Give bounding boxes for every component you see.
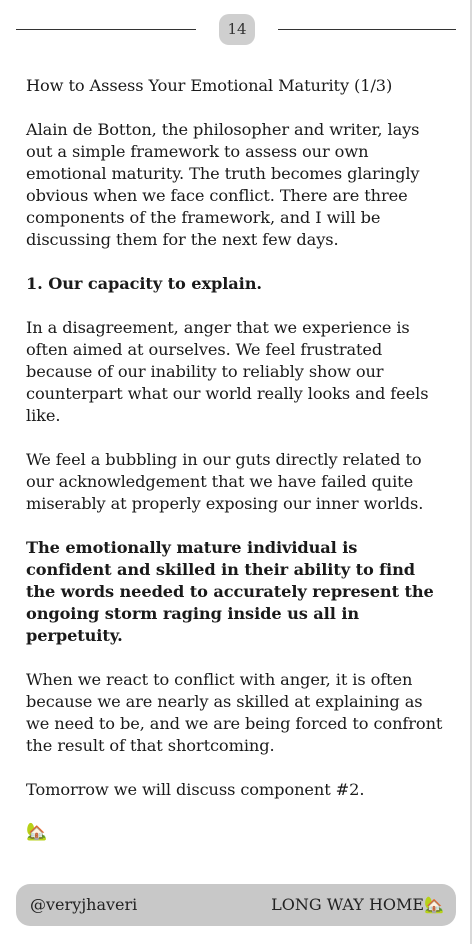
body-paragraph-1: In a disagreement, anger that we experience is often aimed at ourselves. We feel frustrated because of our inability to reliably show our counterpart what our world really looks and feels like.: [26, 318, 429, 425]
body-paragraph-3: When we react to conflict with anger, it is often because we are nearly as skilled at explaining as we need to be, and we are being forced to confront the result of that shortcoming.: [26, 670, 443, 755]
section-heading: 1. Our capacity to explain.: [26, 274, 262, 293]
brand-name: LONG WAY HOME🏡: [271, 895, 444, 914]
body-paragraph-2: We feel a bubbling in our guts directly related to our acknowledgement that we have failed quite miserably at properly exposing our inner worlds.: [26, 450, 424, 513]
post-title: How to Assess Your Emotional Maturity (1/3): [26, 76, 393, 95]
page-header: [16, 14, 456, 46]
closing-line: Tomorrow we will discuss component #2.: [26, 780, 365, 799]
page-number-badge: 14: [219, 14, 255, 45]
footer-bar: [16, 884, 456, 926]
header-rule-right: [278, 29, 456, 30]
intro-paragraph: Alain de Botton, the philosopher and writer, lays out a simple framework to assess our own emotional maturity. The truth becomes glaringly obvious when we face conflict. There are three components of the framework, and I will be discussing them for the next few days.: [26, 120, 420, 249]
post-body: [26, 75, 446, 865]
header-rule-left: [16, 29, 196, 30]
house-emoji-icon: 🏡: [26, 822, 48, 842]
emphasis-paragraph: The emotionally mature individual is confident and skilled in their ability to find the words needed to accurately represent the ongoing storm raging inside us all in perpetuity.: [26, 538, 434, 645]
author-handle: @veryjhaveri: [30, 895, 138, 914]
